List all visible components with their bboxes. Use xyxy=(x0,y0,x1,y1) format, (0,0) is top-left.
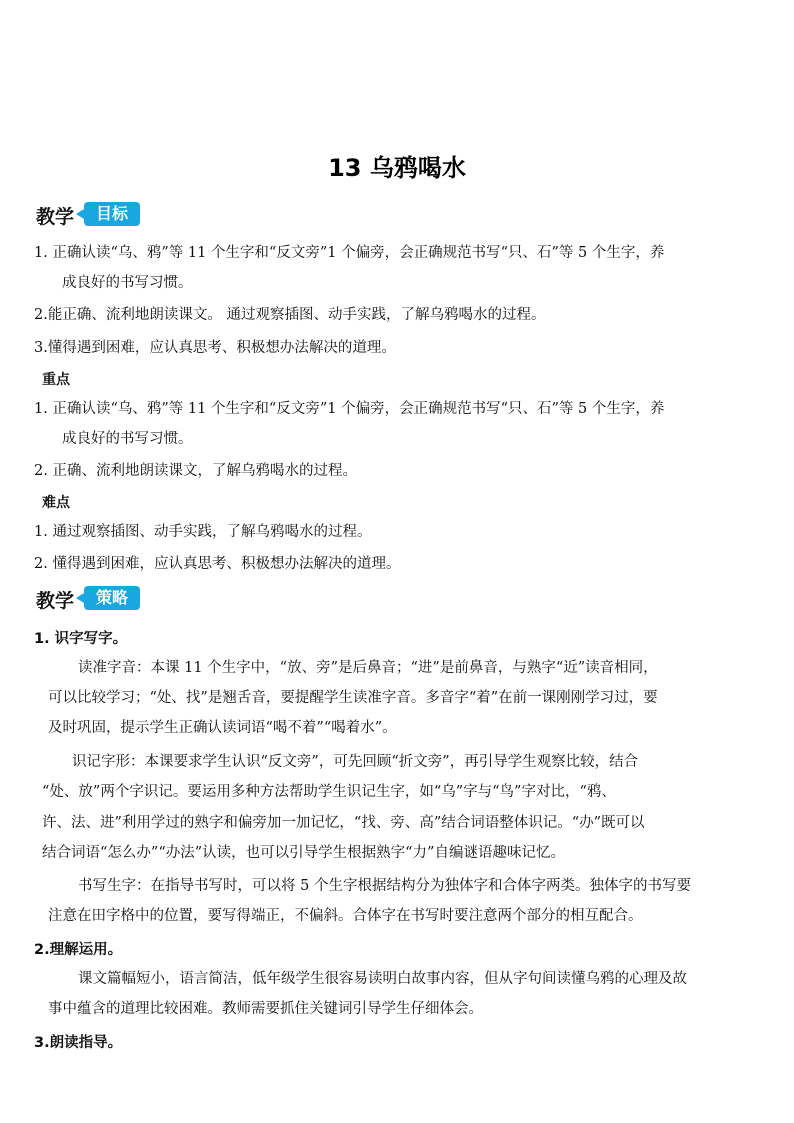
key-points-label: 重点 xyxy=(42,372,70,388)
strategy-2-line-2: 事中蕴含的道理比较困难。教师需要抓住关键词引导学生仔细体会。 xyxy=(48,1001,483,1017)
key-item-1: 1. 正确认读“乌、鸦”等 11 个生字和“反文旁”1 个偏旁，会正确规范书写“只、石”等 5 个生字，养 xyxy=(34,401,665,417)
key-item-2: 2. 正确、流利地朗读课文，了解乌鸦喝水的过程。 xyxy=(34,463,357,479)
key-item-1-cont: 成良好的书写习惯。 xyxy=(62,431,193,447)
difficult-points-label: 难点 xyxy=(42,495,70,511)
goal-item-1: 1. 正确认读“乌、鸦”等 11 个生字和“反文旁”1 个偏旁，会正确规范书写“只、石”等 5 个生字，养 xyxy=(34,245,665,261)
strategy-1-line-5: “处、放”两个字识记。要运用多种方法帮助学生识记生字，如“乌”字与“鸟”字对比，“鸦、 xyxy=(42,784,616,800)
difficult-item-2: 2. 懂得遇到困难，应认真思考、积极想办法解决的道理。 xyxy=(34,556,401,572)
goal-item-3: 3.懂得遇到困难，应认真思考、积极想办法解决的道理。 xyxy=(34,340,396,356)
strategy-1-line-9: 注意在田字格中的位置，要写得端正，不偏斜。合体字在书写时要注意两个部分的相互配合。 xyxy=(48,908,643,924)
page-title: 13 乌鸦喝水 xyxy=(328,154,466,182)
strategy-2-line-1: 课文篇幅短小，语言简洁，低年级学生很容易读明白故事内容，但从字句间读懂乌鸦的心理及故 xyxy=(78,971,687,987)
difficult-item-1: 1. 通过观察插图、动手实践，了解乌鸦喝水的过程。 xyxy=(34,524,372,540)
strategy-1-line-7: 结合词语“怎么办”“办法”认读，也可以引导学生根据熟字“力”自编谜语趣味记忆。 xyxy=(42,845,565,861)
strategy-1-line-8: 书写生字：在指导书写时，可以将 5 个生字根据结构分为独体字和合体字两类。独体字的书写要 xyxy=(78,878,691,894)
strategy-section-2-title: 2.理解运用。 xyxy=(34,942,123,958)
strategy-1-line-4: 识记字形：本课要求学生认识“反文旁”，可先回顾“折文旁”，再引导学生观察比较，结合 xyxy=(72,754,639,770)
strategy-1-line-6: 许、法、进”利用学过的熟字和偏旁加一加记忆，“找、旁、高”结合词语整体识记。“办”既可以 xyxy=(42,815,645,831)
strategy-heading-lead: 教学 xyxy=(36,590,75,612)
strategy-1-line-3: 及时巩固，提示学生正确认读词语“喝不着”“喝着水”。 xyxy=(48,720,397,736)
goal-item-2: 2.能正确、流利地朗读课文。 通过观察插图、动手实践，了解乌鸦喝水的过程。 xyxy=(34,307,546,323)
strategy-heading-tag: 策略 xyxy=(84,586,140,610)
strategy-1-line-1: 读准字音：本课 11 个生字中，“放、旁”是后鼻音；“进”是前鼻音，与熟字“近”读音相同， xyxy=(78,660,658,676)
goals-heading-tag: 目标 xyxy=(84,202,140,226)
strategy-section-1-title: 1. 识字写字。 xyxy=(34,631,128,647)
strategy-section-3-title: 3.朗读指导。 xyxy=(34,1035,123,1051)
goal-item-1-cont: 成良好的书写习惯。 xyxy=(62,275,193,291)
strategy-1-line-2: 可以比较学习；“处、找”是翘舌音，要提醒学生读准字音。多音字“着”在前一课刚刚学习过，要 xyxy=(48,690,658,706)
goals-heading-lead: 教学 xyxy=(36,206,75,228)
